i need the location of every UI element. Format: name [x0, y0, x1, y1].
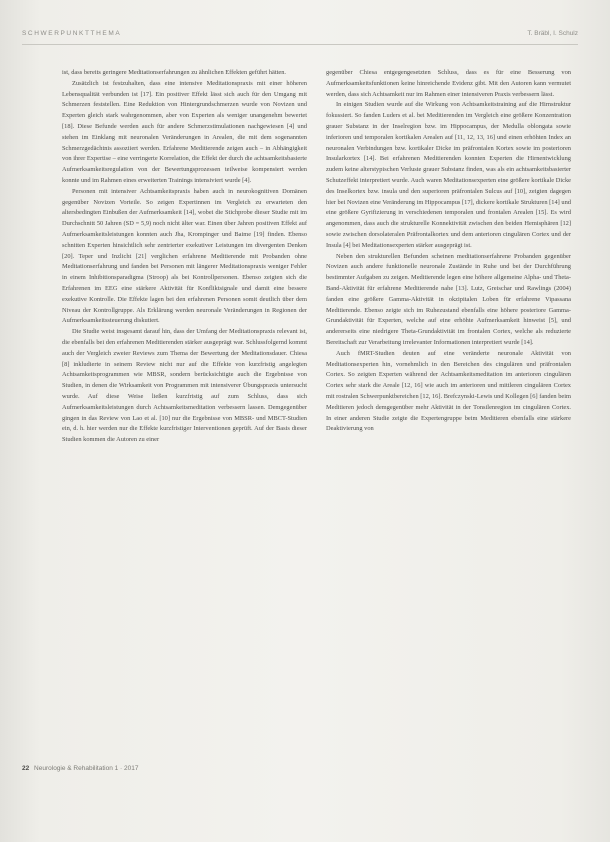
left-text-column [62, 68, 307, 446]
paragraph: ist, dass bereits geringere Meditationserfahrungen zu ähnlichen Effekten geführt hätten. [62, 69, 287, 76]
paragraph: In einigen Studien wurde auf die Wirkung von Achtsamkeitstraining auf die Hirnstruktur fokussiert. So fanden Luders et al. bei Meditierenden im Vergleich eine größere Konzentration grauer Substanz in der Inselregion bzw. im Hippocampus, der Medulla oblongata sowie inferioren und temporalen kortikalen Arealen auf [11, 12, 13, 16] und einen erhöhten Index an neuronalen Verbindungen bzw. kortikaler Dicke im präfrontalen Kortex sowie im posterioren Insularkortex [14]. Bei erfahrenen Meditierenden konnten Experten die Hirnentwicklung zudem keine alterstypischen Verluste grauer Substanz finden, was als ein achtsamkeitsbasierter Schutzeffekt interpretiert wurde. Auch waren Meditationsexperten eine größere kortikale Dicke des Inselkortex bzw. insula und den superioren präfrontalen Sulcus auf [10], zeigten dagegen hier bei Novizen eine Veränderung im Hippocampus [17], dickere kortikale Strukturen [14] und eine größere Gyrifizierung in verschiedenen temporalen und frontalen Arealen [15]. Es wird angenommen, dass auch die strukturelle Konnektivität zwischen den beiden Hemisphären [12] sowie zwischen dorsolateralen Präfrontalkortex und dem anterioren cingulären Cortex und der Insula [4] bei Meditationsexperten stärker ausgeprägt ist. [326, 101, 571, 249]
right-text-column [326, 68, 571, 435]
paragraph: Die Studie weist insgesamt darauf hin, dass der Umfang der Meditationspraxis relevant ist, die ebenfalls bei den erfahrenen Meditierenden stärker ausgeprägt war. Schlussfolgernd kommt auch der Vergleich zweier Reviews zum Thema der Bewertung der Meditationsdauer. Chiesa [8] inkludierte in seinem Review nicht nur auf die Effekte von kurzfristig angelegten Achtsamkeitsprogrammen wie MBSR, sondern berücksichtigte auch die Ergebnisse von Studien, in denen die Wirksamkeit von Programmen mit intensiverer Übungspraxis untersucht wurde. Auf diese Weise ließen kurzfristig auf zum Schluss, dass sich Aufmerksamkeitsleistungen durch Achtsamkeitsmeditation verbessern lassen. Demgegenüber gingen in das Review von Lao et al. [10] nur die Ergebnisse von MBSR- und MBCT-Studien ein, d. h. hier werden nur die Effekte kurzfristiger Interventionen geprüft. Auf der Basis dieser Studien kommen die Autoren zu einer [62, 328, 307, 444]
journal-name: Neurologie & Rehabilitation 1 · 2017 [34, 765, 139, 772]
running-header [22, 30, 578, 45]
page-number: 22 [22, 765, 30, 772]
author-label: T. Bräbl, I. Schulz [527, 30, 578, 37]
page-footer [22, 765, 322, 772]
paragraph: Personen mit intensiver Achtsamkeitspraxis haben auch in neurokognitiven Domänen gegenüber Novizen Vorteile. So zeigen Expertinnen im Vergleich zu erwarteten den altersbedingten Einbußen der Aufmerksamkeit [14], wobei die Stichprobe dieser Studie mit im Durchschnitt 50 Jahren (SD = 5,9) noch nicht älter war. Einen über Jahren positiven Effekt auf Aufmerksamkeitsleistungen konnten auch Jha, Krompinger und Baime [19] finden. Ebenso schnitten Experten hinsichtlich sehr zentrierter exekutiver Leistungen im divergenten Denken [20]. Teper und Inzlicht [21] verglichen erfahrene Meditierende mit Probanden ohne Meditationserfahrung und fanden bei Personen mit längerer Meditationspraxis weniger Fehler in einem Inhibitionsparadigma (Stroop) als bei Kontrollpersonen. Ebenso zeigten sich die Erfahrenen im EEG eine stärkere Aktivität für Konfliktsignale und damit eine bessere exekutive Kontrolle. Die Effekte lagen bei den erfahrenen Personen somit deutlich über dem Niveau der Kontrollgruppe. Als Erklärung werden neuronale Veränderungen in Regionen der Aufmerksamkeitssteuerung diskutiert. [62, 187, 307, 325]
section-label: SCHWERPUNKTTHEMA [22, 30, 122, 37]
paragraph: Zusätzlich ist festzuhalten, dass eine intensive Meditationspraxis mit einer höheren Lebensqualität verbunden ist [17]. Ein positiver Effekt lässt sich auch für den Umgang mit Schmerzen feststellen. Eine Reduktion von Hintergrundschmerzen wurde von Novizen und Experten gleich stark wahrgenommen, aber von Experten als weniger unangenehm bewertet [18]. Diese Befunde werden auch für andere Schmerzstimulationen nachgewiesen [4] und stehen im Einklang mit neuronalen Veränderungen in Arealen, die mit dem sogenannten Schmerzgedächtnis assoziiert werden. Erfahrene Meditierende zeigen auch – in Abhängigkeit von ihrer Expertise – eine verringerte Korrelation, die Effekt der durch die achtsamkeitsbasierte Aufmerksamkeitsregulation von der Bewertungsprozessen teilweise kompensiert werden konnte und im Rahmen eines erweiterten Trainings intensiviert wurde [4]. [62, 79, 307, 184]
paragraph: gegenüber Chiesa entgegengesetzten Schluss, dass es für eine Besserung von Aufmerksamkeitsfunktionen keine hinreichende Evidenz gibt. Mit den Autoren kann vermutet werden, dass sich Achtsamkeit nur im Rahmen einer intensiveren Praxis verbessern lässt. [326, 69, 571, 98]
paragraph: Neben den strukturellen Befunden scheinen meditationserfahrene Probanden gegenüber Novizen auch andere funktionelle neuronale Zustände in Ruhe und bei der Durchführung bestimmter Aufgaben zu zeigen. Meditierende legen eine höhere allgemeine Alpha- und Theta-Band-Aktivität für erfahrene Meditierende nahe [13]. Lutz, Greischar und Rawlings (2004) fanden eine größere Gamma-Aktivität in okzipitalen Loben für erfahrene Vipassana Meditierende. Ebenso zeigte sich im Ruhezustand ebenfalls eine höhere posteriore Gamma-Grundaktivität für Experten, welche auf eine erhöhte Aufmerksamkeit hinweist [5], und andererseits eine niedrigere Theta-Grundaktivität im frontalen Cortex, welche als reduzierte Bereitschaft zur Verarbeitung irrelevanter Informationen interpretiert wurde [14]. [326, 252, 571, 346]
paragraph: Auch fMRT-Studien deuten auf eine veränderte neuronale Aktivität von Meditationsexperten hin, vornehmlich in den Bereichen des cingulären und präfrontalen Cortex. So zeigten Experten während der Achtsamkeitsmeditation im anterioren cingulären Cortex sehr stark die Areale [12, 16] wie auch im anterioren und mittleren cingulären Cortex mit rostralen Schwerpunktbereichen [12, 16]. Brefczynski-Lewis und Kollegen [6] fanden beim Meditieren jedoch demgegenüber mehr Aktivität in der Tonsilenregion im cingulären Cortex. In einer anderen Studie zeigte die Expertengruppe beim Meditieren ebenfalls eine stärkere Deaktivierung von [326, 349, 571, 433]
